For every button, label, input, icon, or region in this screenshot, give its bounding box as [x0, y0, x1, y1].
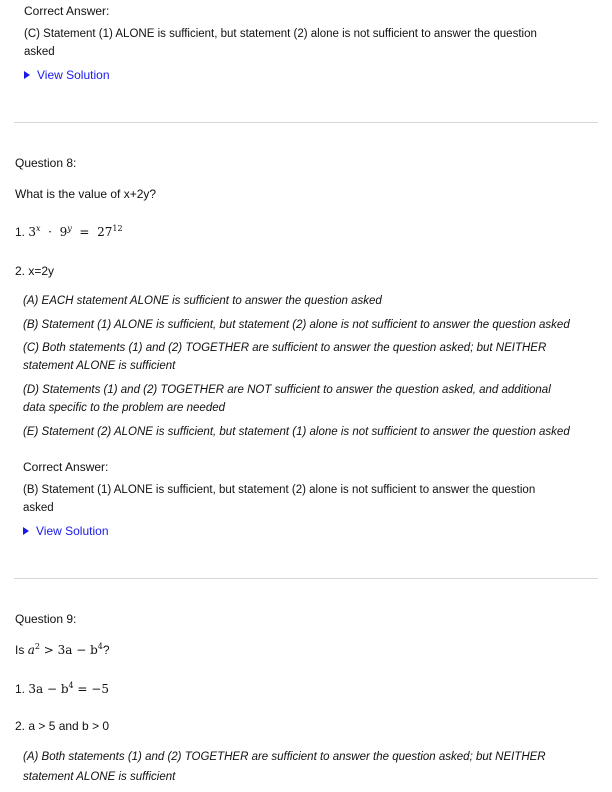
- question-9-statement-2: 2. a > 5 and b > 0: [15, 719, 110, 733]
- correct-answer-label: Correct Answer:: [23, 460, 109, 474]
- math-expression: 3a − b: [28, 682, 69, 696]
- question-8-prompt: What is the value of x+2y?: [15, 187, 157, 201]
- view-solution-button[interactable]: [24, 67, 110, 83]
- correct-answer-text-cont: asked: [23, 502, 54, 514]
- option-d: (D) Statements (1) and (2) TOGETHER are NOT sufficient to answer the question asked, and additional: [23, 384, 551, 396]
- math-expression: = −5: [73, 682, 109, 696]
- view-solution-label: View Solution: [36, 524, 109, 538]
- math-expression: > 3a − b: [39, 643, 98, 657]
- correct-answer-text: (B) Statement (1) ALONE is sufficient, but statement (2) alone is not sufficient to answer the question: [23, 484, 536, 496]
- math-base: 3: [28, 225, 36, 239]
- section-divider: [14, 578, 598, 579]
- correct-answer-text-cont: asked: [24, 46, 55, 58]
- math-base: 27: [97, 225, 113, 239]
- math-exponent: y: [67, 224, 72, 233]
- view-solution-button[interactable]: [23, 523, 109, 539]
- option-c-cont: statement ALONE is sufficient: [23, 360, 176, 372]
- section-divider: [14, 122, 598, 123]
- question-mark: ?: [102, 643, 110, 657]
- statement-number: 1.: [15, 682, 26, 696]
- option-d-cont: data specific to the problem are needed: [23, 402, 226, 414]
- view-solution-label: View Solution: [37, 68, 110, 82]
- option-b: (B) Statement (1) ALONE is sufficient, but statement (2) alone is not sufficient to answer the question asked: [23, 319, 570, 331]
- option-a: (A) Both statements (1) and (2) TOGETHER are sufficient to answer the question asked; but NEITHER: [23, 751, 546, 763]
- math-exponent: 2: [34, 642, 40, 651]
- option-c: (C) Both statements (1) and (2) TOGETHER are sufficient to answer the question asked; but NEITHER: [23, 342, 547, 354]
- option-a-cont: statement ALONE is sufficient: [23, 771, 176, 783]
- option-a: (A) EACH statement ALONE is sufficient to answer the question asked: [23, 295, 382, 307]
- question-8-statement-2: 2. x=2y: [15, 264, 55, 278]
- math-variable: a: [27, 643, 35, 657]
- question-9-prompt: [15, 642, 110, 658]
- math-exponent: 4: [68, 681, 74, 690]
- question-9-statement-1: [15, 681, 109, 697]
- correct-answer-label: Correct Answer:: [24, 4, 110, 18]
- prompt-word: Is: [15, 643, 25, 657]
- math-base: 9: [59, 225, 68, 239]
- statement-number: 1.: [15, 225, 26, 239]
- question-8-statement-1: 1. $3^x \cdot 9^y = 27^{12}$: [15, 224, 123, 239]
- disclosure-triangle-icon: [23, 527, 29, 535]
- disclosure-triangle-icon: [24, 71, 30, 79]
- math-exponent: 4: [97, 642, 103, 651]
- option-e: (E) Statement (2) ALONE is sufficient, but statement (1) alone is not sufficient to answer the question asked: [23, 426, 570, 438]
- question-9-title: Question 9:: [15, 612, 77, 626]
- math-exponent: x: [36, 224, 41, 233]
- correct-answer-text: (C) Statement (1) ALONE is sufficient, but statement (2) alone is not sufficient to answer the question: [24, 28, 537, 40]
- question-8-title: Question 8:: [15, 156, 77, 170]
- math-exponent: 12: [112, 224, 123, 233]
